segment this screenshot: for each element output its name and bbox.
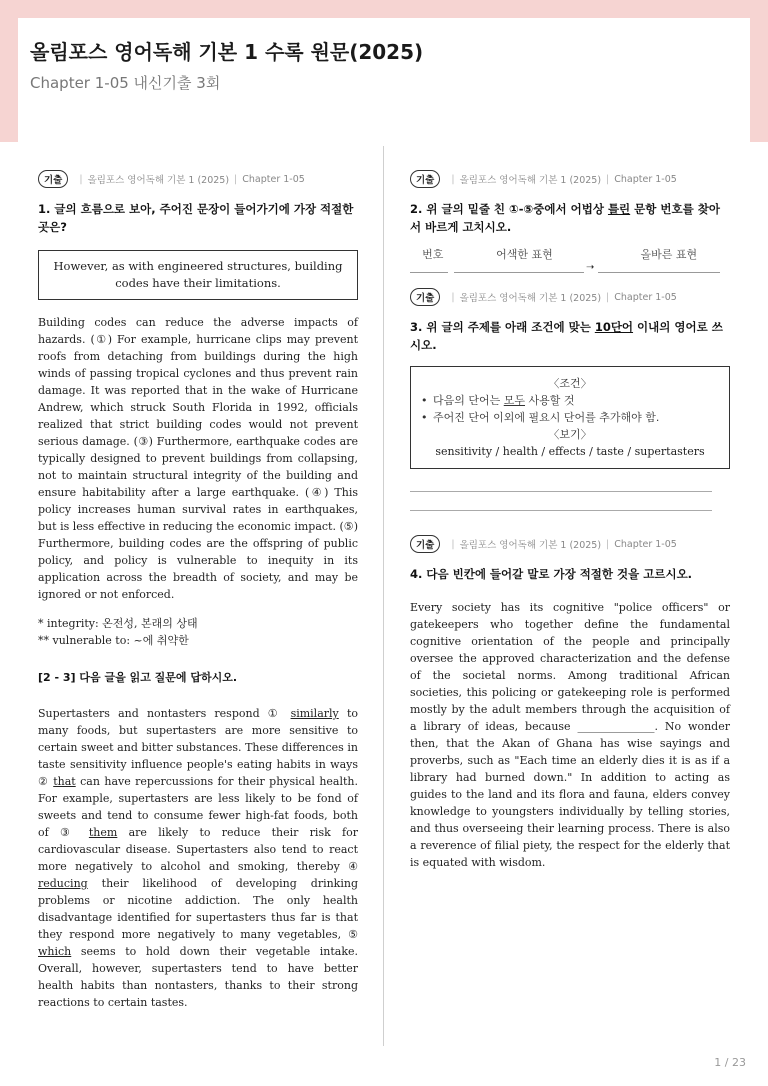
exam-tag: 기출	[410, 170, 440, 188]
answer-lines	[410, 262, 730, 276]
source-label: 올림포스 영어독해 기본 1 (2025)	[459, 293, 602, 304]
exam-tag: 기출	[38, 170, 68, 188]
answer-header-row	[410, 246, 730, 262]
page-number: 1 / 23	[714, 1056, 746, 1069]
underlined-1: similarly	[290, 707, 339, 720]
document-title: 올림포스 영어독해 기본 1 수록 원문(2025)	[30, 40, 424, 64]
answer-line-2[interactable]	[410, 510, 712, 511]
blank: ______________	[577, 720, 655, 733]
chapter-label: Chapter 1-05	[614, 173, 677, 185]
header-band	[0, 0, 768, 18]
source-label: 올림포스 영어독해 기본 1 (2025)	[459, 540, 602, 551]
chapter-label: Chapter 1-05	[614, 538, 677, 550]
condition-box	[410, 366, 730, 469]
right-column	[410, 170, 730, 871]
word-bank: sensitivity / health / effects / taste / supertasters	[435, 445, 705, 458]
header-side-left	[0, 18, 18, 142]
document-subtitle: Chapter 1-05 내신기출 3회	[30, 74, 221, 92]
left-column	[38, 170, 358, 1011]
footnote-2: ** vulnerable to: ~에 취약한	[38, 634, 189, 647]
passage-4: Every society has its cognitive "police officers" or gatekeepers who together define the fundamental cognitive orientation of the people and principally oversee the approved characterization and the defense of the societal norms. Among traditional African societies, this policing or gatekeeping role is performed mostly by the adult members through the acquisition of a library of ideas, because ______________. No wonder then, that the Akan of Ghana has wise sayings and proverbs, such as "Each time an elderly dies it is as if a library had burned down." In addition to acting as guides to the land and its flora and fauna, elders convey knowledge to youngsters individually by telling stories, and thus overseeing their learning process. There is also a reverence of filial piety, the respect for the elderly that is equated with wisdom.	[410, 601, 730, 869]
question-3: 3. 위 글의 주제를 아래 조건에 맞는 10단어 이내의 영어로 쓰시오.	[410, 320, 723, 352]
question-2: 2. 위 글의 밑줄 친 ①-⑤중에서 어법상 틀린 문항 번호를 찾아 서 바르게 고치시오.	[410, 202, 720, 234]
source-tagline: 기출 | 올림포스 영어독해 기본 1 (2025) | Chapter 1-05	[38, 170, 358, 188]
source-tagline: 기출 | 올림포스 영어독해 기본 1 (2025) | Chapter 1-05	[410, 170, 730, 188]
source-label: 올림포스 영어독해 기본 1 (2025)	[459, 175, 602, 186]
col-number: 번호	[422, 248, 444, 261]
exam-tag: 기출	[410, 535, 440, 553]
passage-1: Building codes can reduce the adverse impacts of hazards. (①) For example, hurricane clips may prevent roofs from detaching from buildings during the high winds of passing tropical cyclones and thus prevent rain damage. It was reported that in the wake of Hurricane Andrew, which struck South Florida in 1992, officials realized that strict building codes would not prevent serious damage. (③) Furthermore, earthquake codes are typically designed to prevent buildings from collapsing, not to maintain structural integrity of the building and ensure habitability after a large earthquake. (④) This policy increases human survival rates in earthquakes, but is less effective in reducing the economic impact. (⑤) Furthermore, building codes are the offspring of public policy, and policy is vulnerable to inequity in its application across the breadth of society, and may be ignored or not enforced.	[38, 316, 358, 601]
question-4: 4. 다음 빈칸에 들어갈 말로 가장 적절한 것을 고르시오.	[410, 567, 693, 581]
source-label: 올림포스 영어독해 기본 1 (2025)	[87, 175, 230, 186]
exam-tag: 기출	[410, 288, 440, 306]
given-sentence-box: However, as with engineered structures, building codes have their limitations.	[38, 250, 358, 300]
chapter-label: Chapter 1-05	[614, 291, 677, 303]
answer-line-1[interactable]	[410, 491, 712, 492]
underlined-3: them	[88, 826, 118, 839]
col-wrong: 어색한 표현	[496, 248, 553, 261]
section-heading: [2 - 3] 다음 글을 읽고 질문에 답하시오.	[38, 671, 238, 684]
chapter-label: Chapter 1-05	[242, 173, 305, 185]
arrow-icon: ➝	[586, 262, 595, 273]
column-divider	[383, 146, 384, 1046]
underlined-2: that	[53, 775, 76, 788]
view-title: 〈보기〉	[548, 428, 592, 441]
underlined-5: which	[38, 945, 72, 958]
condition-title: 〈조건〉	[548, 377, 592, 390]
source-tagline: 기출 | 올림포스 영어독해 기본 1 (2025) | Chapter 1-05	[410, 288, 730, 306]
col-right: 올바른 표현	[640, 248, 698, 261]
source-tagline: 기출 | 올림포스 영어독해 기본 1 (2025) | Chapter 1-05	[410, 535, 730, 553]
footnote-1: * integrity: 온전성, 본래의 상태	[38, 617, 198, 630]
header-side-right	[750, 18, 768, 142]
condition-item-2: • 주어진 단어 이외에 필요시 단어를 추가해야 함.	[421, 409, 719, 426]
passage-2: Supertasters and nontasters respond ① similarly to many foods, but supertasters are more sensitive to certain sweet and bitter substances. These differences in taste sensitivity influence people's eating habits in ways ② that can have repercussions for their physical health. For example, supertasters are less likely to be fond of sweets and tend to consume fewer high-fat foods, both of ③ them are likely to reduce their risk for cardiovascular disease. Supertasters also tend to react more negatively to alcohol and smoking, thereby ④ reducing their likelihood of developing drinking problems or nicotine addiction. The only health disadvantage identified for supertasters thus far is that they respond more negatively to many vegetables, ⑤ which seems to hold down their vegetable intake. Overall, however, supertasters tend to have better health habits than nontasters, thanks to their strong reactions to certain tastes.	[38, 707, 358, 1009]
condition-item-1: • 다음의 단어는 모두 사용할 것	[421, 392, 719, 409]
question-1: 1. 글의 흐름으로 보아, 주어진 문장이 들어가기에 가장 적절한 곳은?	[38, 202, 354, 234]
underlined-4: reducing	[38, 877, 88, 890]
